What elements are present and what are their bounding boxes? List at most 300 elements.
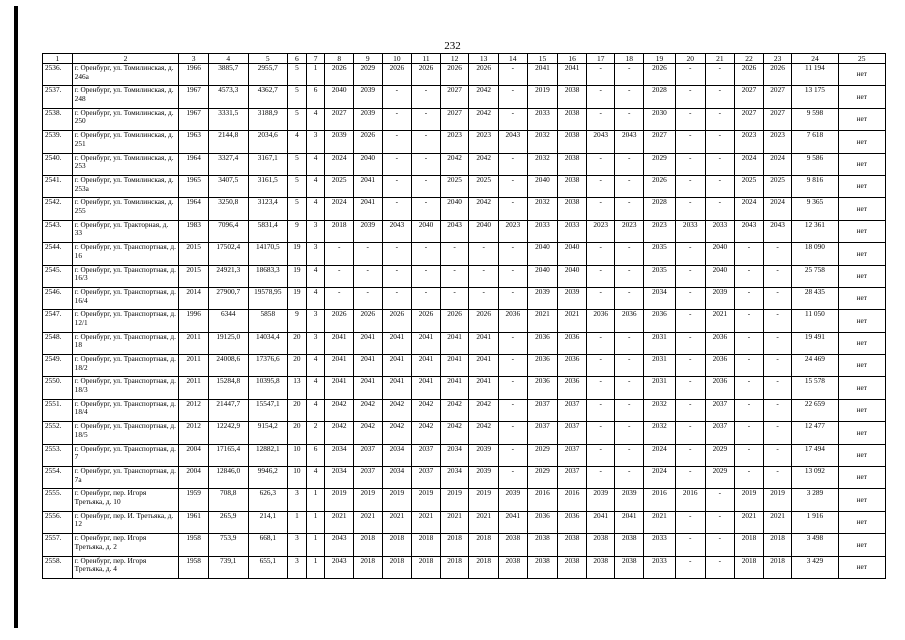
column-header: 5 <box>248 54 288 64</box>
table-cell: - <box>353 287 382 309</box>
table-cell: 1958 <box>179 556 209 578</box>
table-cell: 12 361 <box>792 220 838 242</box>
table-cell: 2026 <box>353 131 382 153</box>
table-row <box>43 332 886 354</box>
table-cell: 2037 <box>353 444 382 466</box>
table-cell: - <box>705 153 735 175</box>
table-cell: 2037 <box>558 467 587 489</box>
table-cell: нет <box>838 265 885 287</box>
table-cell: 2029 <box>527 467 558 489</box>
table-cell: 2034 <box>382 444 412 466</box>
table-cell: 2015 <box>179 243 209 265</box>
table-cell: 2040 <box>353 153 382 175</box>
table-cell: 2037 <box>558 444 587 466</box>
table-cell: - <box>735 287 764 309</box>
table-cell: 3 289 <box>792 489 838 511</box>
table-cell: 2029 <box>705 444 735 466</box>
table-cell: 4 <box>306 287 325 309</box>
column-header: 18 <box>615 54 644 64</box>
table-cell: 2018 <box>763 556 792 578</box>
table-cell: нет <box>838 556 885 578</box>
table-cell: 2027 <box>763 86 792 108</box>
table-cell: 2036 <box>499 310 528 332</box>
table-cell: 9 365 <box>792 198 838 220</box>
table-cell: 2036 <box>558 377 587 399</box>
table-cell: - <box>382 287 412 309</box>
table-cell: 2026 <box>325 310 354 332</box>
table-cell: - <box>615 287 644 309</box>
column-header: 21 <box>705 54 735 64</box>
row-number-cell: 2555. <box>43 489 73 511</box>
table-cell: - <box>763 377 792 399</box>
table-cell: 2036 <box>558 332 587 354</box>
table-cell: - <box>469 265 499 287</box>
table-cell: - <box>586 86 615 108</box>
table-cell: 2039 <box>353 220 382 242</box>
table-row <box>43 444 886 466</box>
table-cell: 4 <box>306 467 325 489</box>
table-cell: 12846,0 <box>208 467 248 489</box>
table-cell: - <box>382 243 412 265</box>
table-cell: 24 469 <box>792 355 838 377</box>
address-cell: г. Оренбург, пер. Игоря Третьяка, д. 2 <box>72 534 179 556</box>
table-cell: 7 618 <box>792 131 838 153</box>
column-header: 3 <box>179 54 209 64</box>
table-cell: 2042 <box>440 422 469 444</box>
table-cell: - <box>382 108 412 130</box>
table-cell: нет <box>838 198 885 220</box>
row-number-cell: 2539. <box>43 131 73 153</box>
table-cell: - <box>705 511 735 533</box>
table-cell: - <box>586 243 615 265</box>
page-number: 232 <box>444 40 461 52</box>
table-cell: 2040 <box>527 265 558 287</box>
table-cell: - <box>675 153 705 175</box>
table-cell: 2037 <box>527 399 558 421</box>
address-cell: г. Оренбург, ул. Транспортная, д. 7 <box>72 444 179 466</box>
table-cell: 708,8 <box>208 489 248 511</box>
table-cell: нет <box>838 86 885 108</box>
table-cell: 5858 <box>248 310 288 332</box>
table-cell: - <box>675 131 705 153</box>
row-number-cell: 2547. <box>43 310 73 332</box>
address-cell: г. Оренбург, ул. Транспортная, д. 18/4 <box>72 399 179 421</box>
table-cell: - <box>675 511 705 533</box>
table-cell: 4 <box>306 175 325 197</box>
table-cell: 17376,6 <box>248 355 288 377</box>
table-cell: 2038 <box>558 86 587 108</box>
table-cell: 2037 <box>558 399 587 421</box>
table-cell: 753,9 <box>208 534 248 556</box>
table-cell: 2039 <box>469 444 499 466</box>
table-cell: 20 <box>288 332 307 354</box>
table-cell: 1958 <box>179 534 209 556</box>
table-cell: 25 758 <box>792 265 838 287</box>
table-cell: 1 <box>306 511 325 533</box>
table-cell: - <box>615 175 644 197</box>
table-cell: 2955,7 <box>248 64 288 86</box>
table-cell: 2018 <box>440 556 469 578</box>
table-cell: 2037 <box>353 467 382 489</box>
table-cell: 2041 <box>615 511 644 533</box>
table-cell: - <box>675 467 705 489</box>
table-cell: - <box>705 108 735 130</box>
table-cell: 2041 <box>440 332 469 354</box>
table-cell: 2042 <box>325 399 354 421</box>
address-cell: г. Оренбург, ул. Томилинская, д. 248 <box>72 86 179 108</box>
table-cell: 2026 <box>440 310 469 332</box>
table-cell: 5 <box>288 86 307 108</box>
table-cell: 3167,1 <box>248 153 288 175</box>
table-cell: нет <box>838 243 885 265</box>
table-cell: 2041 <box>469 377 499 399</box>
table-cell: 2021 <box>412 511 441 533</box>
column-header: 7 <box>306 54 325 64</box>
table-cell: 2041 <box>325 377 354 399</box>
column-header: 25 <box>838 54 885 64</box>
table-cell: 17 494 <box>792 444 838 466</box>
table-cell: 2027 <box>644 131 676 153</box>
table-cell: 3327,4 <box>208 153 248 175</box>
table-cell: 2032 <box>527 198 558 220</box>
table-cell: - <box>735 310 764 332</box>
table-cell: - <box>675 243 705 265</box>
address-cell: г. Оренбург, ул. Транспортная, д. 12/1 <box>72 310 179 332</box>
table-cell: 12882,1 <box>248 444 288 466</box>
table-cell: 2041 <box>353 377 382 399</box>
table-cell: 2037 <box>412 467 441 489</box>
table-cell: 2041 <box>353 198 382 220</box>
column-header: 1 <box>43 54 73 64</box>
table-cell: - <box>675 332 705 354</box>
table-cell: - <box>675 198 705 220</box>
table-cell: 2043 <box>499 131 528 153</box>
table-cell: 2036 <box>527 377 558 399</box>
table-cell: 22 659 <box>792 399 838 421</box>
table-cell: - <box>705 64 735 86</box>
table-cell: 2042 <box>469 422 499 444</box>
table-cell: 2043 <box>763 220 792 242</box>
table-cell: нет <box>838 131 885 153</box>
table-cell: нет <box>838 489 885 511</box>
table-cell: 2043 <box>382 220 412 242</box>
table-cell: нет <box>838 220 885 242</box>
table-cell: 2042 <box>440 153 469 175</box>
table-cell: 2041 <box>469 355 499 377</box>
column-header: 6 <box>288 54 307 64</box>
table-cell: 19578,95 <box>248 287 288 309</box>
table-cell: 2037 <box>705 399 735 421</box>
table-cell: 2036 <box>558 355 587 377</box>
table-cell: 2033 <box>705 220 735 242</box>
table-cell: - <box>763 332 792 354</box>
table-cell: 2043 <box>586 131 615 153</box>
table-cell: - <box>675 444 705 466</box>
table-cell: 21447,7 <box>208 399 248 421</box>
table-cell: 2018 <box>412 556 441 578</box>
table-cell: 2040 <box>527 243 558 265</box>
table-row <box>43 153 886 175</box>
table-cell: 1966 <box>179 64 209 86</box>
table-cell: нет <box>838 153 885 175</box>
table-cell: 2036 <box>558 511 587 533</box>
address-cell: г. Оренбург, ул. Транспортная, д. 7а <box>72 467 179 489</box>
table-cell: 19 <box>288 243 307 265</box>
table-cell: 2033 <box>675 220 705 242</box>
table-cell: 2032 <box>644 399 676 421</box>
table-cell: 2041 <box>558 64 587 86</box>
table-cell: 5 <box>288 175 307 197</box>
row-number-cell: 2553. <box>43 444 73 466</box>
table-cell: 4 <box>306 198 325 220</box>
table-cell: 2038 <box>527 556 558 578</box>
table-cell: 2026 <box>353 310 382 332</box>
table-cell: - <box>586 422 615 444</box>
table-cell: 3 429 <box>792 556 838 578</box>
address-cell: г. Оренбург, ул. Транспортная, д. 18/5 <box>72 422 179 444</box>
table-cell: 2038 <box>558 108 587 130</box>
table-cell: 739,1 <box>208 556 248 578</box>
table-cell: нет <box>838 108 885 130</box>
table-cell: 2036 <box>527 511 558 533</box>
table-cell: 2041 <box>353 175 382 197</box>
table-cell: - <box>675 265 705 287</box>
table-cell: 4362,7 <box>248 86 288 108</box>
table-cell: - <box>735 422 764 444</box>
table-cell: - <box>615 332 644 354</box>
table-cell: - <box>586 444 615 466</box>
table-cell: 2027 <box>735 86 764 108</box>
table-cell: - <box>675 556 705 578</box>
table-cell: - <box>763 287 792 309</box>
row-number-cell: 2545. <box>43 265 73 287</box>
table-cell: 2026 <box>735 64 764 86</box>
table-cell: 2041 <box>412 355 441 377</box>
table-cell: 2043 <box>615 131 644 153</box>
table-cell: - <box>499 467 528 489</box>
table-cell: 2021 <box>735 511 764 533</box>
table-cell: 1996 <box>179 310 209 332</box>
table-cell: - <box>615 399 644 421</box>
address-cell: г. Оренбург, ул. Томилинская, д. 253 <box>72 153 179 175</box>
table-cell: - <box>586 377 615 399</box>
table-cell: 2041 <box>440 377 469 399</box>
table-cell: 2034 <box>325 467 354 489</box>
table-cell: 2026 <box>325 64 354 86</box>
address-cell: г. Оренбург, ул. Транспортная, д. 18 <box>72 332 179 354</box>
table-cell: - <box>412 265 441 287</box>
table-cell: 2018 <box>325 220 354 242</box>
table-cell: 1 <box>306 64 325 86</box>
table-cell: 3 <box>288 556 307 578</box>
address-cell: г. Оренбург, ул. Томилинская, д. 251 <box>72 131 179 153</box>
table-cell: 2 <box>306 422 325 444</box>
table-cell: - <box>735 332 764 354</box>
table-cell: - <box>325 243 354 265</box>
table-cell: 3 <box>306 220 325 242</box>
table-cell: - <box>615 355 644 377</box>
table-cell: 2041 <box>353 332 382 354</box>
table-cell: 2026 <box>763 64 792 86</box>
table-cell: - <box>499 243 528 265</box>
table-cell: 2031 <box>644 377 676 399</box>
table-cell: 2041 <box>586 511 615 533</box>
table-cell: - <box>763 310 792 332</box>
table-cell: - <box>499 355 528 377</box>
table-cell: - <box>763 467 792 489</box>
column-header: 23 <box>763 54 792 64</box>
table-cell: нет <box>838 422 885 444</box>
table-cell: 2035 <box>644 243 676 265</box>
table-row <box>43 265 886 287</box>
table-cell: 12 477 <box>792 422 838 444</box>
table-cell: 2027 <box>440 108 469 130</box>
table-cell: 2024 <box>325 153 354 175</box>
table-cell: 1967 <box>179 86 209 108</box>
table-cell: 3 <box>306 332 325 354</box>
column-header: 22 <box>735 54 764 64</box>
table-cell: - <box>412 243 441 265</box>
column-header: 16 <box>558 54 587 64</box>
row-number-cell: 2541. <box>43 175 73 197</box>
table-cell: 2021 <box>527 310 558 332</box>
table-cell: 2016 <box>675 489 705 511</box>
table-cell: нет <box>838 287 885 309</box>
table-cell: 3 <box>306 131 325 153</box>
table-row <box>43 511 886 533</box>
table-cell: - <box>586 265 615 287</box>
table-cell: 2019 <box>527 86 558 108</box>
table-cell: 2024 <box>735 198 764 220</box>
table-cell: 2034 <box>325 444 354 466</box>
table-cell: 2038 <box>615 534 644 556</box>
table-cell: - <box>763 422 792 444</box>
table-cell: 2028 <box>644 86 676 108</box>
table-cell: 2040 <box>412 220 441 242</box>
table-cell: 2019 <box>735 489 764 511</box>
column-header: 12 <box>440 54 469 64</box>
row-number-cell: 2549. <box>43 355 73 377</box>
table-cell: 11 194 <box>792 64 838 86</box>
table-cell: 2004 <box>179 444 209 466</box>
table-cell: нет <box>838 175 885 197</box>
column-header: 11 <box>412 54 441 64</box>
table-cell: - <box>615 265 644 287</box>
table-cell: 2038 <box>558 556 587 578</box>
table-cell: 2043 <box>735 220 764 242</box>
table-cell: 14170,5 <box>248 243 288 265</box>
table-cell: - <box>382 86 412 108</box>
table-cell: - <box>499 265 528 287</box>
table-cell: 6 <box>306 86 325 108</box>
table-cell: 2042 <box>469 86 499 108</box>
column-header: 2 <box>72 54 179 64</box>
table-cell: - <box>499 422 528 444</box>
table-cell: 18 090 <box>792 243 838 265</box>
table-cell: 2036 <box>705 355 735 377</box>
table-cell: 2024 <box>644 467 676 489</box>
table-cell: 2025 <box>469 175 499 197</box>
table-cell: 2041 <box>382 332 412 354</box>
table-cell: 2024 <box>763 153 792 175</box>
table-cell: нет <box>838 534 885 556</box>
table-cell: 4 <box>306 377 325 399</box>
page-left-edge-bar <box>14 6 18 628</box>
table-cell: 9946,2 <box>248 467 288 489</box>
row-number-cell: 2551. <box>43 399 73 421</box>
column-header: 15 <box>527 54 558 64</box>
table-cell: 2034,6 <box>248 131 288 153</box>
table-cell: - <box>763 399 792 421</box>
table-cell: 2026 <box>469 310 499 332</box>
table-cell: 2041 <box>325 355 354 377</box>
table-cell: - <box>412 198 441 220</box>
table-cell: 2024 <box>325 198 354 220</box>
table-cell: - <box>615 64 644 86</box>
table-cell: 2040 <box>527 175 558 197</box>
table-cell: 13 092 <box>792 467 838 489</box>
column-header: 19 <box>644 54 676 64</box>
table-cell: - <box>705 556 735 578</box>
table-cell: 24008,6 <box>208 355 248 377</box>
table-cell: 2036 <box>705 332 735 354</box>
table-cell: 2023 <box>735 131 764 153</box>
table-cell: 2019 <box>412 489 441 511</box>
table-cell: 2038 <box>586 556 615 578</box>
row-number-cell: 2554. <box>43 467 73 489</box>
table-cell: 2036 <box>644 310 676 332</box>
table-cell: - <box>499 153 528 175</box>
table-cell: 2016 <box>644 489 676 511</box>
table-cell: - <box>353 265 382 287</box>
table-cell: 2018 <box>382 556 412 578</box>
address-cell: г. Оренбург, ул. Транспортная, д. 16/4 <box>72 287 179 309</box>
table-cell: 9 816 <box>792 175 838 197</box>
table-cell: 2019 <box>353 489 382 511</box>
table-cell: - <box>412 131 441 153</box>
table-cell: 2021 <box>469 511 499 533</box>
table-cell: - <box>499 377 528 399</box>
table-cell: - <box>615 86 644 108</box>
table-cell: 3 <box>288 489 307 511</box>
table-cell: 2026 <box>382 310 412 332</box>
table-cell: 2019 <box>440 489 469 511</box>
table-cell: - <box>499 287 528 309</box>
table-cell: 2025 <box>735 175 764 197</box>
table-cell: - <box>735 265 764 287</box>
table-cell: 15 578 <box>792 377 838 399</box>
table-cell: 2144,8 <box>208 131 248 153</box>
address-cell: г. Оренбург, пер. Игоря Третьяка, д. 4 <box>72 556 179 578</box>
table-cell: 2040 <box>469 220 499 242</box>
table-cell: 4573,3 <box>208 86 248 108</box>
table-cell: 2029 <box>527 444 558 466</box>
table-cell: 2039 <box>586 489 615 511</box>
table-cell: 2042 <box>382 399 412 421</box>
table-cell: - <box>763 243 792 265</box>
table-cell: 2036 <box>527 355 558 377</box>
table-row <box>43 355 886 377</box>
table-cell: нет <box>838 332 885 354</box>
table-cell: 6344 <box>208 310 248 332</box>
table-cell: 2025 <box>325 175 354 197</box>
table-row <box>43 556 886 578</box>
table-cell: 19 491 <box>792 332 838 354</box>
table-cell: 28 435 <box>792 287 838 309</box>
table-cell: 2029 <box>644 153 676 175</box>
table-cell: 2018 <box>735 534 764 556</box>
table-cell: - <box>675 64 705 86</box>
